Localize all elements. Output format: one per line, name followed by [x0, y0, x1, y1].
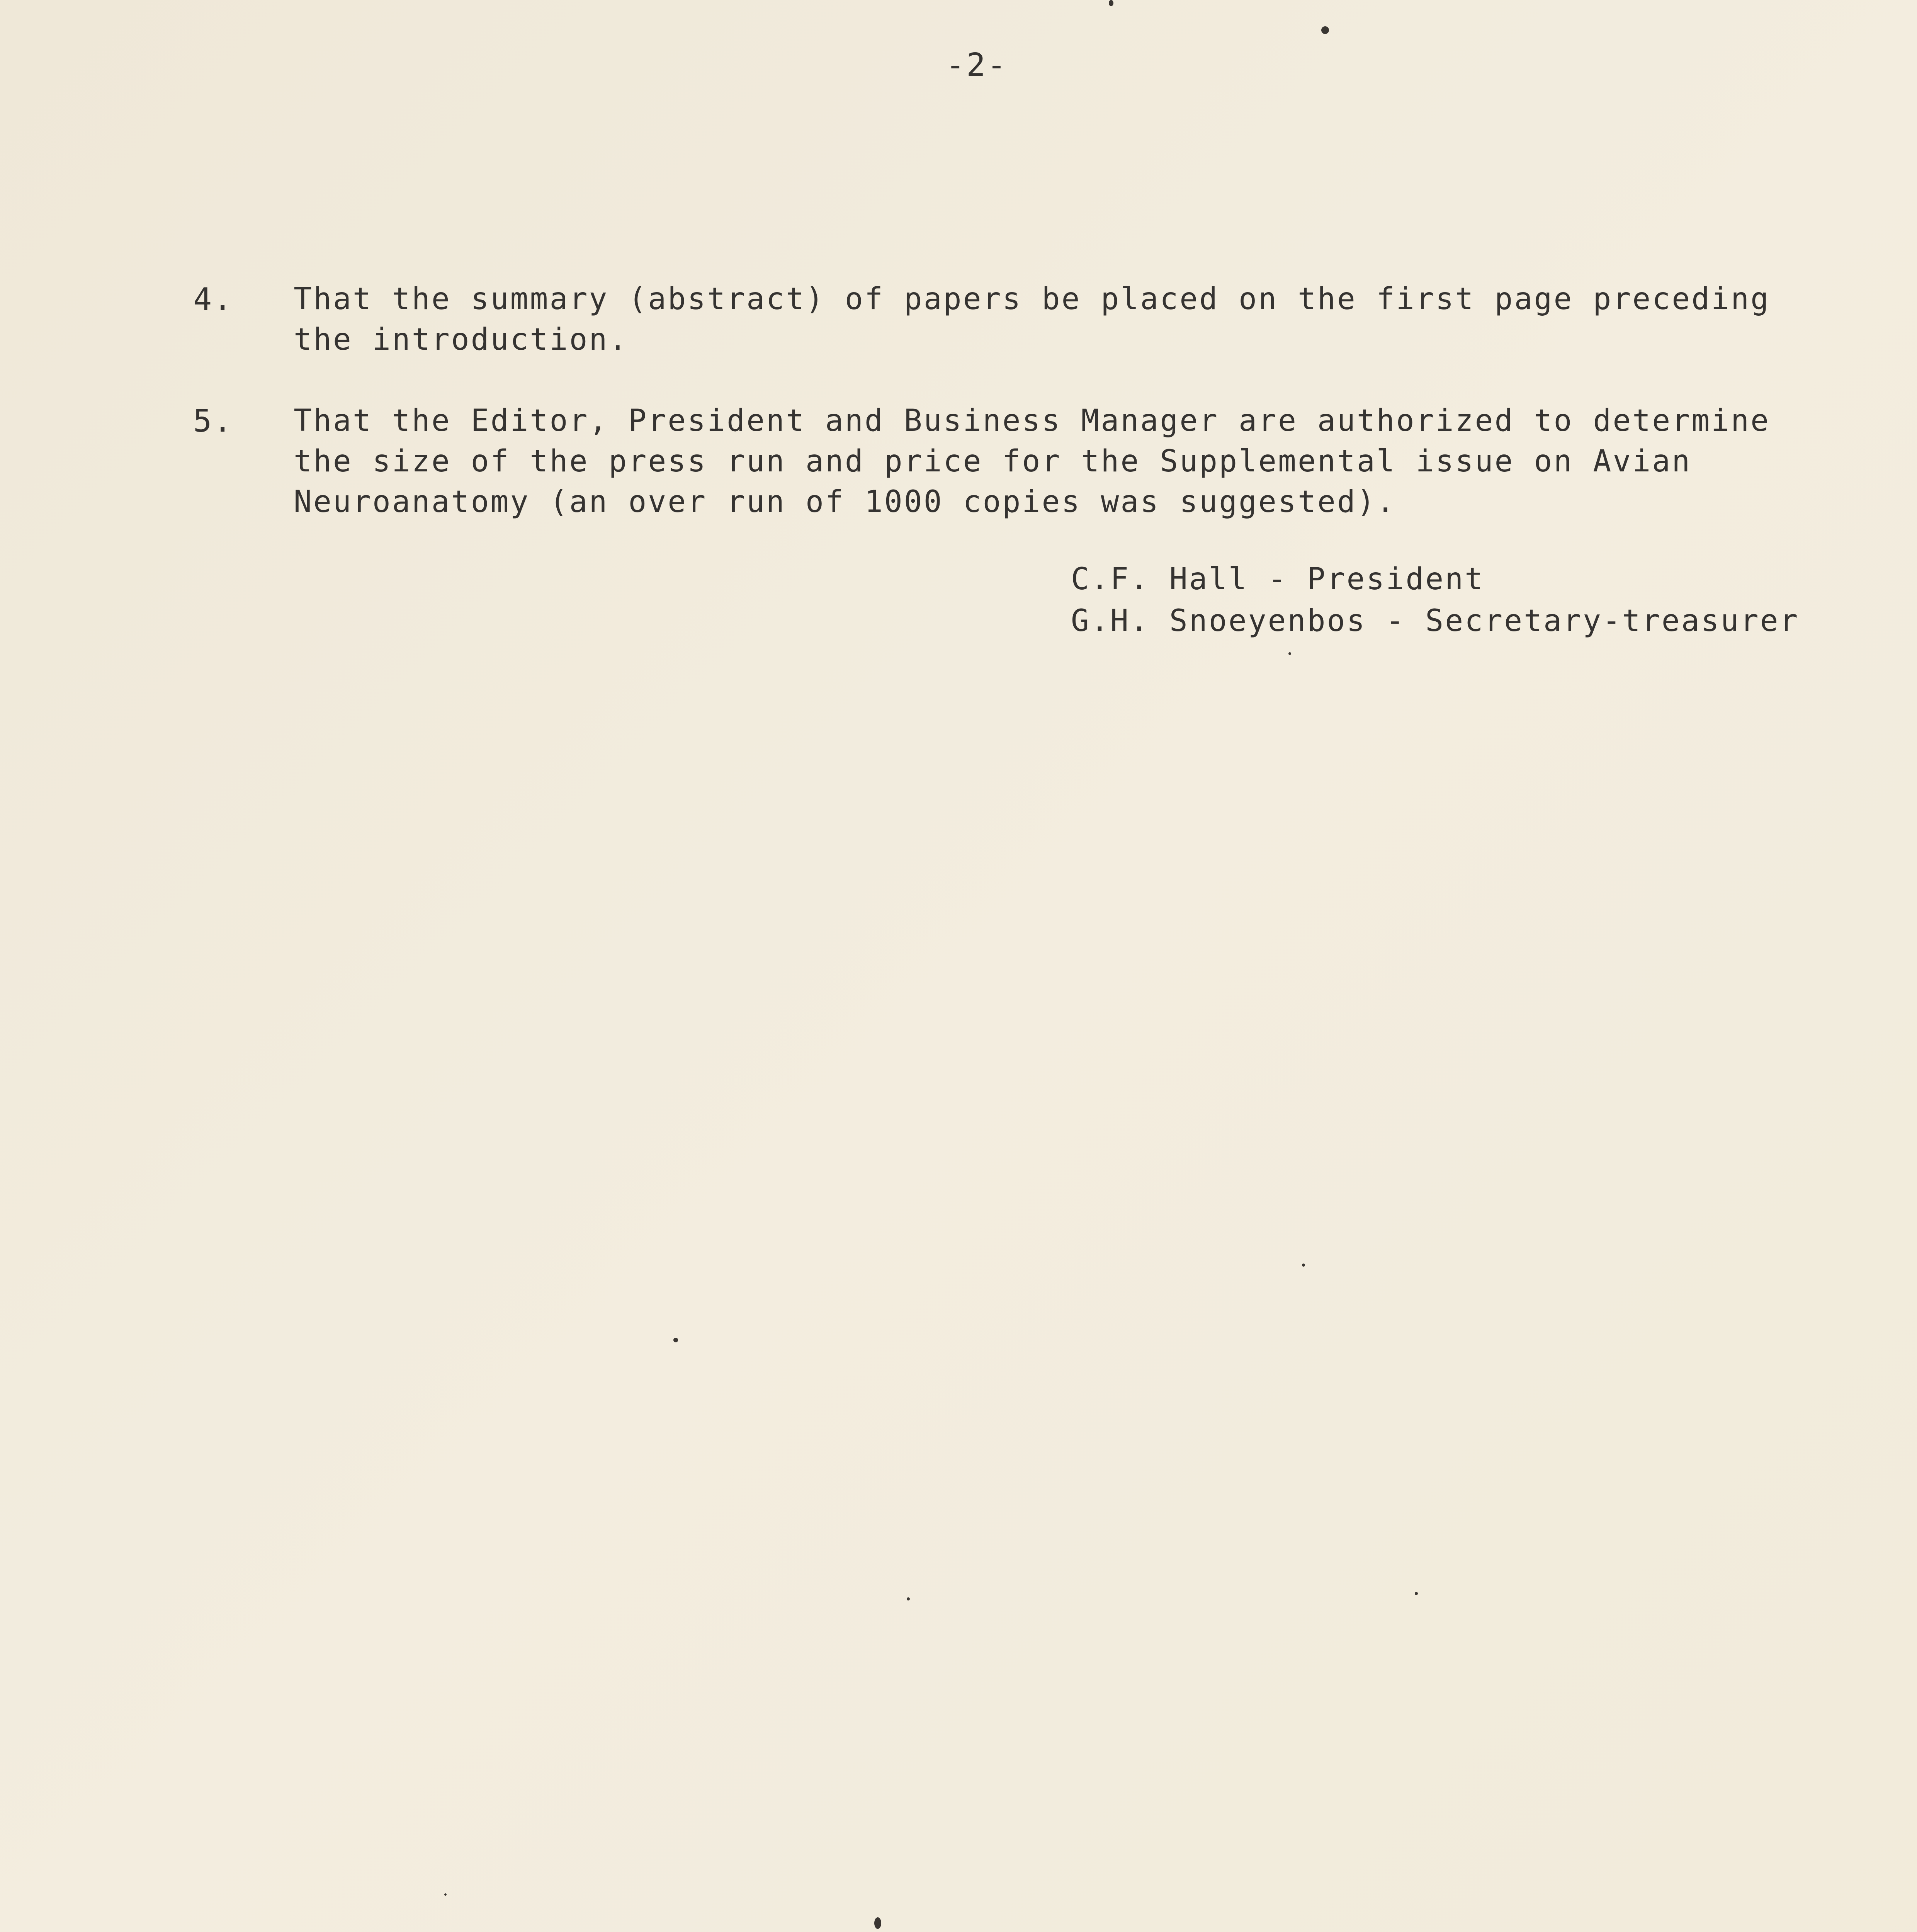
- paper-speck: [673, 1338, 678, 1342]
- item-5-line-1: That the Editor, President and Business Manager are authorized to determine: [294, 403, 1770, 438]
- item-4-line-1: That the summary (abstract) of papers be placed on the first page preceding: [294, 282, 1770, 316]
- paper-speck: [1288, 652, 1291, 655]
- page-number: -2-: [946, 47, 1008, 83]
- signature-secretary-treasurer: G.H. Snoeyenbos - Secretary-treasurer: [1071, 604, 1800, 638]
- paper-speck: [874, 1917, 881, 1929]
- paper-speck: [1302, 1264, 1305, 1267]
- paper-speck: [1415, 1592, 1418, 1595]
- paper-speck: [444, 1893, 447, 1896]
- item-5-line-2: the size of the press run and price for the Supplemental issue on Avian: [294, 444, 1692, 479]
- paper-speck: [907, 1597, 910, 1600]
- item-number-4: 4.: [193, 281, 234, 317]
- item-4-line-2: the introduction.: [294, 322, 629, 357]
- paper-speck: [1321, 26, 1329, 34]
- paper-speck: [1109, 0, 1113, 6]
- item-5-line-3: Neuroanatomy (an over run of 1000 copies was suggested).: [294, 485, 1396, 519]
- signature-president: C.F. Hall - President: [1071, 562, 1485, 597]
- item-number-5: 5.: [193, 403, 234, 439]
